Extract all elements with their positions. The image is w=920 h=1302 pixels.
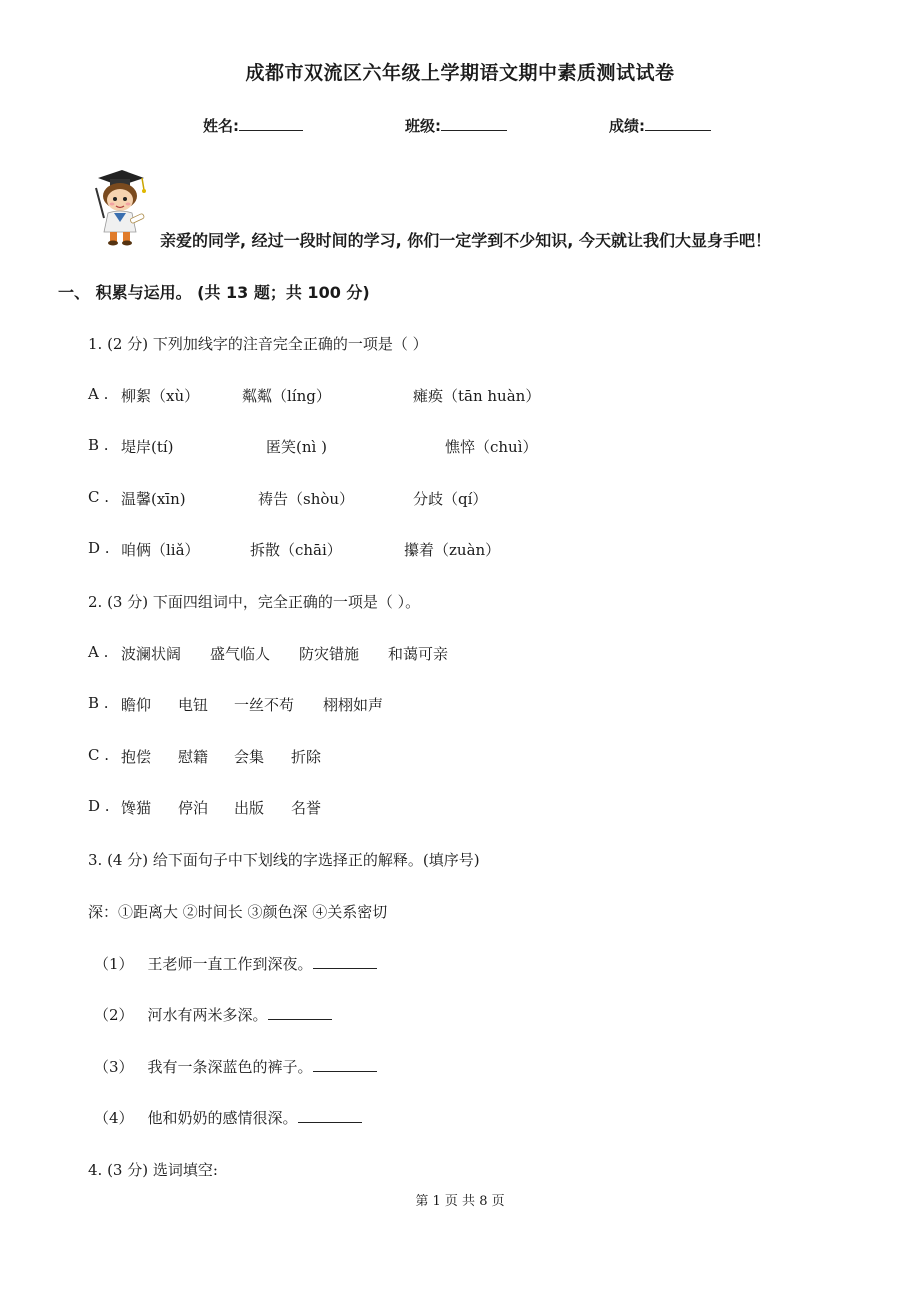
answer-blank[interactable]	[268, 1007, 332, 1020]
question-3-stem: 3. (4 分) 给下面句子中下划线的字选择正的解释。(填序号)	[88, 851, 480, 869]
class-field	[405, 114, 507, 136]
q2-d-item-1: 馋猫	[121, 799, 152, 817]
name-label: 姓名:	[203, 117, 239, 135]
answer-blank[interactable]	[313, 956, 377, 969]
q2-b-item-3: 一丝不苟	[234, 696, 295, 714]
q2-a-item-1: 波澜状阔	[121, 645, 182, 663]
sub-text: 王老师一直工作到深夜。	[147, 955, 313, 973]
option-label: A .	[88, 643, 109, 661]
name-blank[interactable]	[239, 114, 303, 131]
q1-b-item-2: 匿笑(nì )	[266, 438, 327, 456]
q2-d-item-3: 出版	[234, 799, 265, 817]
option-label: A .	[88, 385, 109, 403]
q3-sub-3	[94, 1056, 377, 1077]
option-label: C .	[88, 488, 110, 506]
sub-number: （4）	[94, 1109, 134, 1127]
greeting-text: 亲爱的同学, 经过一段时间的学习, 你们一定学到不少知识, 今天就让我们大显身手吧！	[160, 231, 771, 250]
question-1-stem: 1. (2 分) 下列加线字的注音完全正确的一项是（ ）	[88, 335, 428, 353]
q2-d-item-2: 停泊	[178, 799, 209, 817]
sub-number: （1）	[94, 955, 134, 973]
answer-blank[interactable]	[313, 1059, 377, 1072]
q2-c-item-4: 折除	[291, 748, 322, 766]
score-blank[interactable]	[645, 114, 711, 131]
q2-b-item-2: 电钮	[178, 696, 209, 714]
sub-number: （2）	[94, 1006, 134, 1024]
q2-option-d[interactable]	[88, 797, 110, 815]
q1-b-item-3: 憔悴（chuì）	[445, 438, 538, 456]
q2-option-c[interactable]	[88, 746, 109, 764]
q1-c-item-1: 温馨(xīn)	[121, 490, 186, 508]
page-title: 成都市双流区六年级上学期语文期中素质测试试卷	[245, 62, 675, 84]
student-mascot-icon	[86, 166, 150, 246]
q2-option-a[interactable]	[88, 643, 108, 661]
page-footer: 第 1 页 共 8 页	[415, 1194, 505, 1209]
q2-a-item-2: 盛气临人	[210, 645, 271, 663]
sub-text: 我有一条深蓝色的裤子。	[147, 1058, 313, 1076]
q1-b-item-1: 堤岸(tí)	[121, 438, 174, 456]
score-field	[609, 114, 711, 136]
q1-d-item-3: 攥着（zuàn）	[404, 541, 501, 559]
q2-a-item-3: 防灾错施	[299, 645, 360, 663]
score-label: 成绩:	[609, 117, 645, 135]
question-4-stem: 4. (3 分) 选词填空:	[88, 1161, 218, 1179]
q1-d-item-1: 咱俩（liǎ）	[121, 541, 200, 559]
option-label: B .	[88, 694, 109, 712]
section-heading: 一、 积累与运用。 (共 13 题；共 100 分)	[58, 283, 370, 302]
q1-d-item-2: 拆散（chāi）	[250, 541, 342, 559]
name-field	[203, 114, 303, 136]
sub-text: 他和奶奶的感情很深。	[147, 1109, 298, 1127]
q1-c-item-3: 分歧（qí）	[413, 490, 488, 508]
q2-c-item-1: 抱偿	[121, 748, 152, 766]
class-label: 班级:	[405, 117, 441, 135]
q1-a-item-3: 瘫痪（tān huàn）	[413, 387, 541, 405]
option-label: B .	[88, 436, 109, 454]
class-blank[interactable]	[441, 114, 507, 131]
q2-d-item-4: 名誉	[291, 799, 322, 817]
q3-meanings: 深：①距离大 ②时间长 ③颜色深 ④关系密切	[88, 903, 388, 921]
q1-a-item-1: 柳絮（xù）	[121, 387, 200, 405]
q2-b-item-4: 栩栩如声	[323, 696, 384, 714]
q1-option-b[interactable]	[88, 436, 109, 454]
q2-option-b[interactable]	[88, 694, 109, 712]
q1-option-a[interactable]	[88, 385, 108, 403]
q3-sub-1	[94, 953, 377, 974]
q1-a-item-2: 粼粼（líng）	[242, 387, 331, 405]
option-label: D .	[88, 539, 110, 557]
q2-a-item-4: 和蔼可亲	[388, 645, 449, 663]
option-label: C .	[88, 746, 110, 764]
q1-option-d[interactable]	[88, 539, 110, 557]
q2-c-item-2: 慰籍	[178, 748, 209, 766]
sub-number: （3）	[94, 1058, 134, 1076]
sub-text: 河水有两米多深。	[147, 1006, 268, 1024]
answer-blank[interactable]	[298, 1110, 362, 1123]
q3-sub-4	[94, 1107, 362, 1128]
option-label: D .	[88, 797, 110, 815]
question-2-stem: 2. (3 分) 下面四组词中，完全正确的一项是（ ）。	[88, 593, 421, 611]
q3-sub-2	[94, 1004, 332, 1025]
q2-b-item-1: 瞻仰	[121, 696, 152, 714]
q1-option-c[interactable]	[88, 488, 109, 506]
q2-c-item-3: 会集	[234, 748, 265, 766]
q1-c-item-2: 祷告（shòu）	[258, 490, 355, 508]
